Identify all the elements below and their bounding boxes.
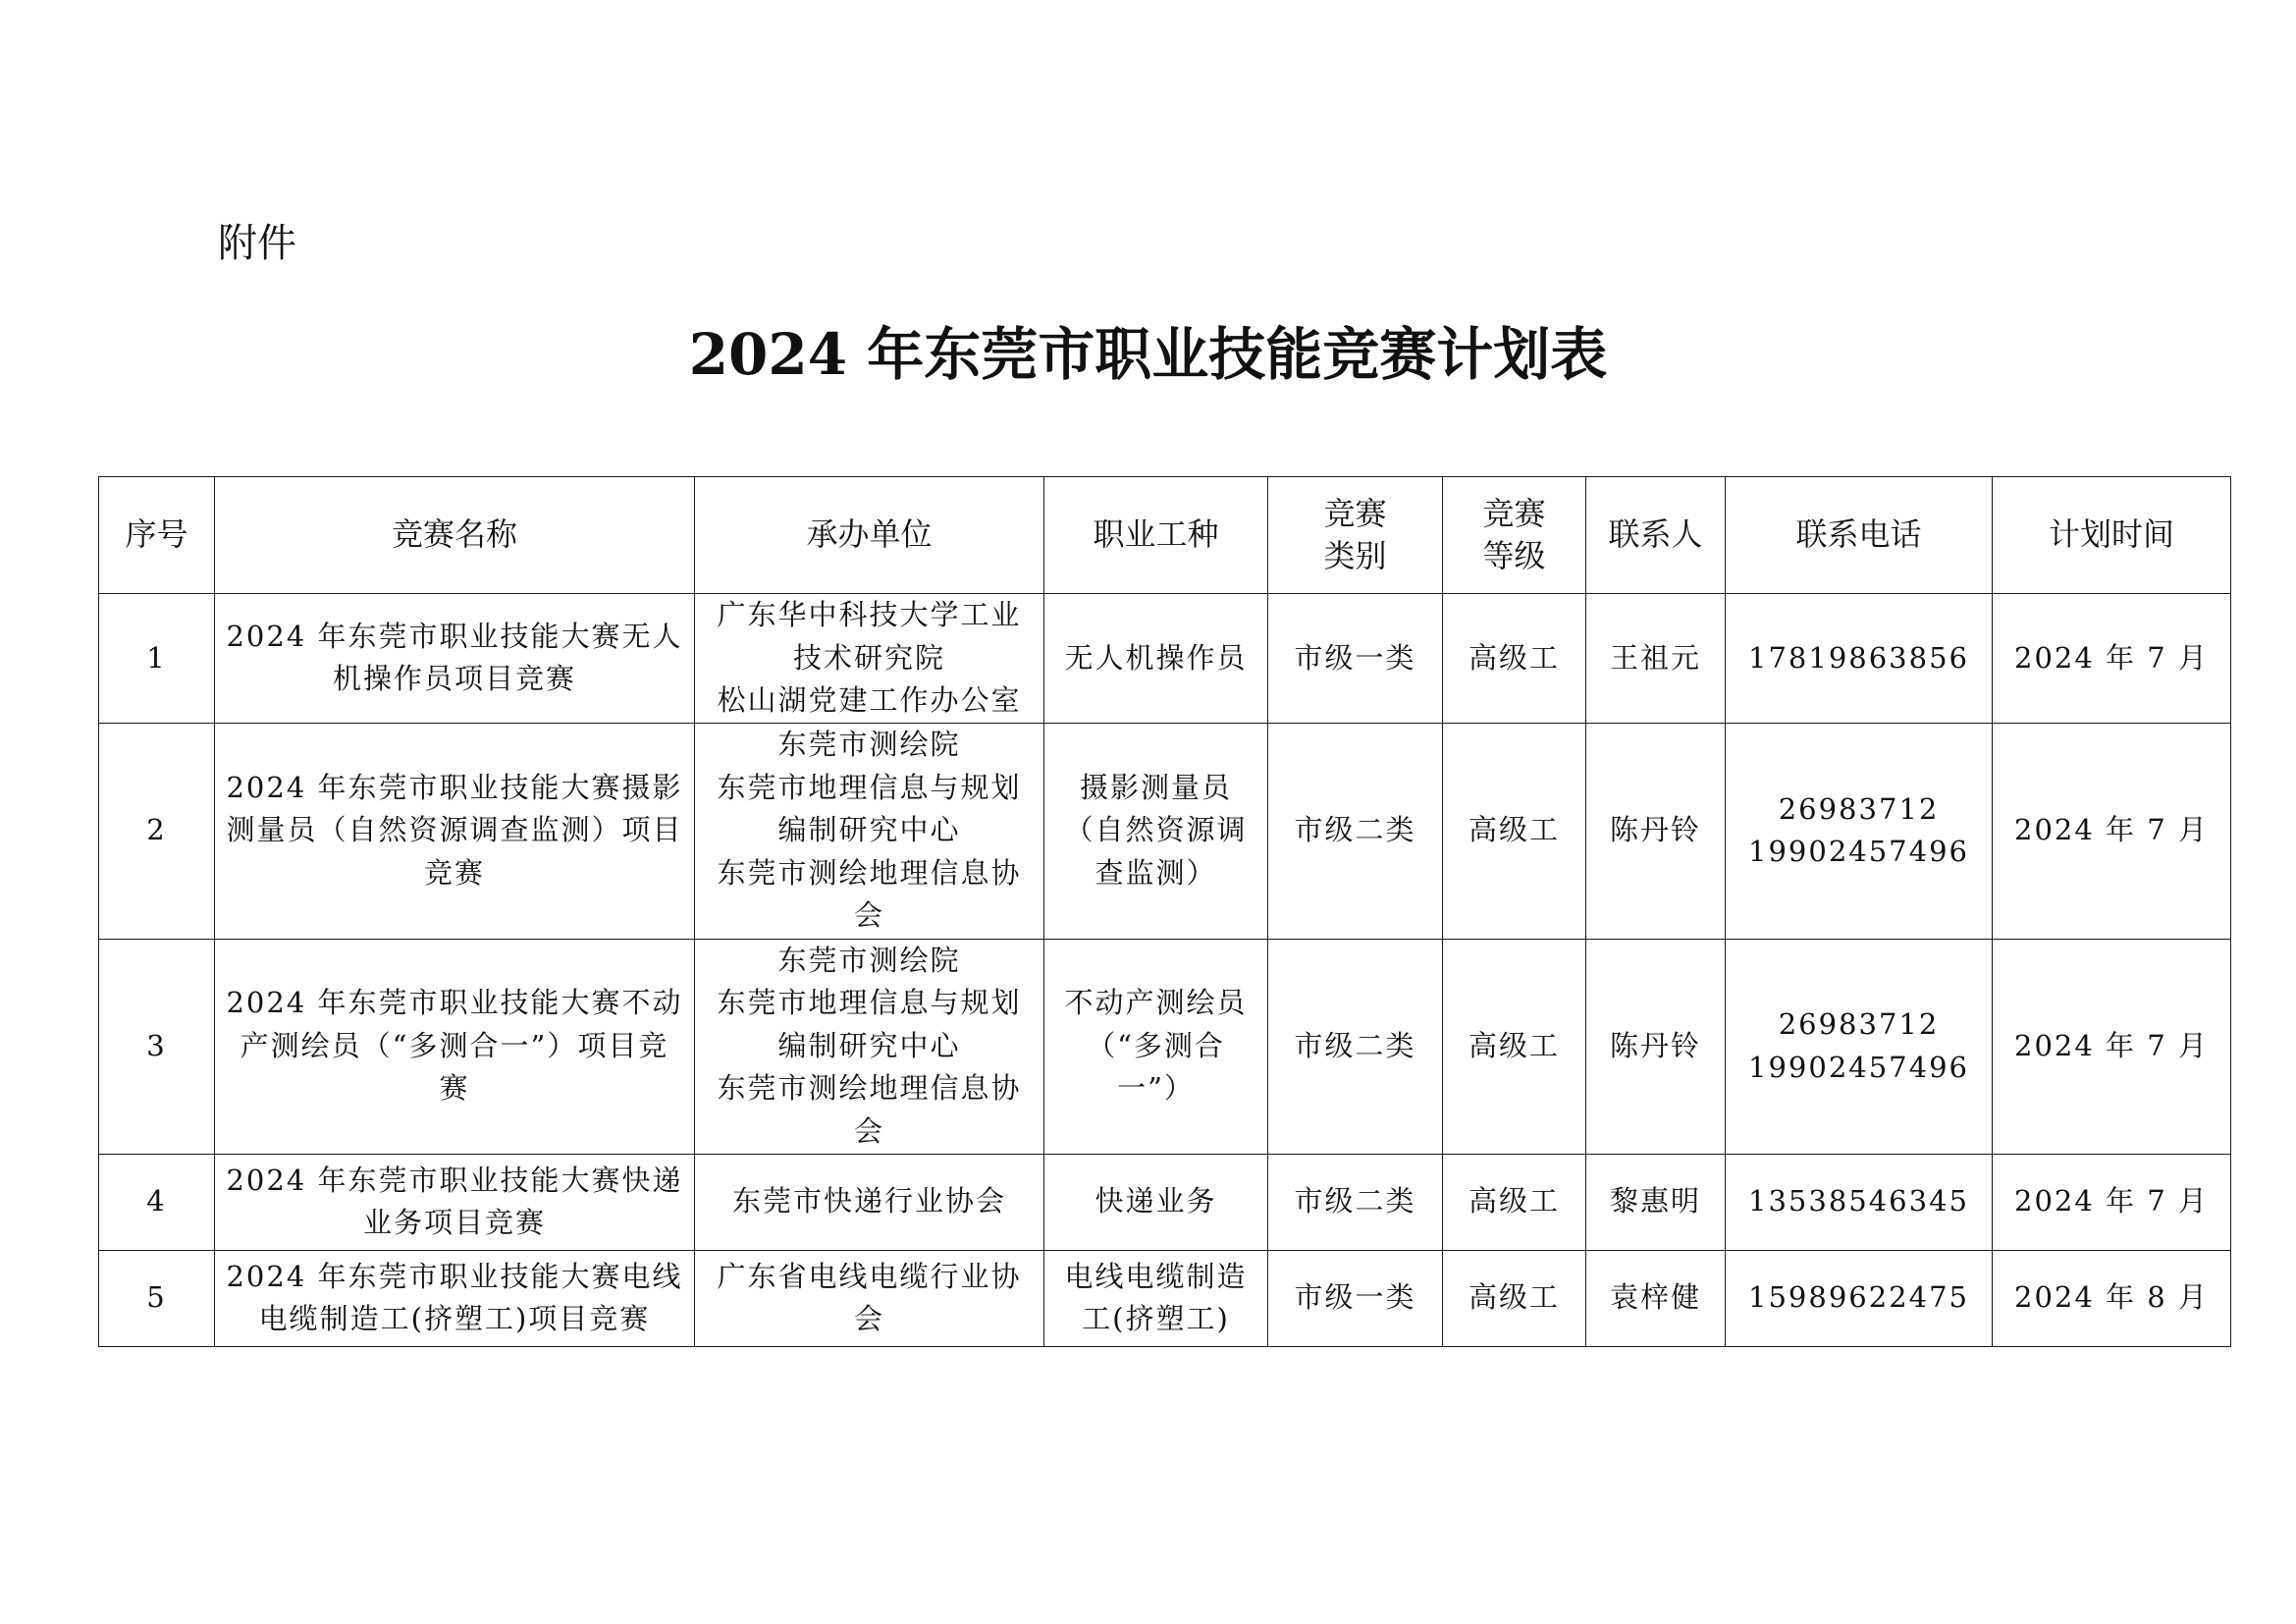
cell-text-line: 黎惠明 (1609, 1184, 1701, 1218)
cell-text-line: 2024 年 7 月 (2014, 1184, 2209, 1218)
header-contact (1586, 477, 1726, 594)
cell-text-line: 2024 年东莞市职业技能大赛摄影 (226, 770, 683, 804)
cell-no (99, 723, 215, 939)
cell-text-line: 19902457496 (1748, 1050, 1969, 1084)
cell-text-line: 市级二类 (1294, 1028, 1416, 1062)
cell-name (215, 594, 695, 724)
cell-level (1443, 1250, 1586, 1346)
cell-text-line: 市级一类 (1294, 640, 1416, 675)
cell-phone (1726, 723, 1993, 939)
cell-text-line: 电线电缆制造 (1064, 1259, 1248, 1293)
attachment-label: 附件 (218, 221, 296, 266)
cell-text-line: 松山湖党建工作办公室 (717, 683, 1022, 717)
cell-text-line: 广东华中科技大学工业 (717, 598, 1022, 631)
cell-text-line: 东莞市测绘院 (777, 728, 961, 762)
cell-text-line: 1 (146, 640, 167, 675)
cell-text-line: 19902457496 (1748, 835, 1969, 868)
cell-phone (1726, 1250, 1993, 1346)
cell-text-line: 承办单位 (806, 515, 933, 554)
cell-category (1268, 1154, 1443, 1250)
cell-text-line: 17819863856 (1748, 640, 1969, 675)
competition-plan-table (98, 476, 2231, 1347)
cell-phone (1726, 1154, 1993, 1250)
cell-text-line: 东莞市快递行业协会 (731, 1184, 1006, 1218)
cell-text-line: 竞赛 (1482, 494, 1546, 532)
cell-text-line: 2024 年东莞市职业技能大赛电线 (226, 1259, 683, 1293)
cell-time (1993, 939, 2231, 1154)
cell-text-line: 东莞市测绘地理信息协 (717, 1071, 1022, 1106)
cell-text-line: 东莞市地理信息与规划 (717, 770, 1022, 804)
cell-category (1268, 594, 1443, 724)
cell-text-line: 高级工 (1468, 813, 1560, 847)
table-header-row (99, 477, 2231, 594)
cell-contact (1586, 594, 1726, 724)
cell-text-line: 26983712 (1778, 1007, 1940, 1041)
cell-text-line: 工(挤塑工) (1082, 1302, 1230, 1335)
cell-name (215, 1154, 695, 1250)
cell-occupation (1044, 594, 1268, 724)
header-no (99, 477, 215, 594)
cell-text-line: 电缆制造工(挤塑工)项目竞赛 (258, 1302, 651, 1335)
cell-text-line: 序号 (125, 515, 188, 554)
cell-text-line: 联系人 (1608, 515, 1703, 554)
cell-text-line: 2024 年 7 月 (2014, 813, 2209, 847)
cell-time (1993, 723, 2231, 939)
cell-no (99, 1250, 215, 1346)
cell-text-line: 2024 年 7 月 (2014, 1028, 2209, 1062)
cell-text-line: 高级工 (1468, 1280, 1560, 1315)
cell-text-line: 计划时间 (2048, 515, 2174, 554)
cell-organizer (695, 723, 1044, 939)
cell-text-line: 高级工 (1468, 1184, 1560, 1218)
cell-text-line: 2 (146, 813, 167, 847)
cell-text-line: 产测绘员（“多测合一”）项目竞 (240, 1028, 669, 1062)
cell-contact (1586, 1250, 1726, 1346)
cell-text-line: 陈丹铃 (1609, 1028, 1701, 1062)
cell-text-line: 赛 (439, 1071, 470, 1106)
cell-text-line: 高级工 (1468, 1028, 1560, 1062)
cell-text-line: 市级二类 (1294, 1184, 1416, 1218)
cell-no (99, 939, 215, 1154)
cell-name (215, 1250, 695, 1346)
cell-occupation (1044, 1250, 1268, 1346)
cell-category (1268, 1250, 1443, 1346)
document-title: 2024 年东莞市职业技能竞赛计划表 (688, 321, 1608, 388)
header-time (1993, 477, 2231, 594)
table-row (99, 939, 2231, 1154)
cell-occupation (1044, 1154, 1268, 1250)
table-row (99, 594, 2231, 724)
cell-phone (1726, 594, 1993, 724)
cell-text-line: 4 (146, 1184, 167, 1218)
cell-text-line: 查监测） (1095, 855, 1217, 890)
cell-text-line: 类别 (1323, 537, 1387, 574)
cell-text-line: 摄影测量员 (1079, 770, 1232, 804)
cell-organizer (695, 1250, 1044, 1346)
cell-text-line: （自然资源调 (1064, 813, 1248, 847)
cell-text-line: 无人机操作员 (1064, 640, 1248, 675)
cell-text-line: 竞赛 (423, 855, 485, 890)
cell-text-line: 竞赛 (1323, 494, 1387, 532)
cell-text-line: 职业工种 (1093, 515, 1219, 554)
cell-text-line: 业务项目竞赛 (362, 1206, 546, 1239)
header-category (1268, 477, 1443, 594)
cell-level (1443, 1154, 1586, 1250)
cell-text-line: 3 (146, 1028, 167, 1062)
cell-text-line: 2024 年东莞市职业技能大赛无人 (226, 619, 683, 653)
cell-name (215, 723, 695, 939)
cell-text-line: 机操作员项目竞赛 (332, 662, 576, 696)
cell-text-line: 高级工 (1468, 640, 1560, 675)
cell-text-line: 联系电话 (1795, 515, 1922, 554)
cell-text-line: 市级一类 (1294, 1280, 1416, 1315)
cell-level (1443, 939, 1586, 1154)
cell-phone (1726, 939, 1993, 1154)
cell-organizer (695, 594, 1044, 724)
cell-text-line: 王祖元 (1609, 640, 1701, 675)
cell-text-line: 东莞市测绘院 (777, 943, 961, 977)
cell-text-line: 袁梓健 (1609, 1280, 1701, 1315)
cell-no (99, 594, 215, 724)
cell-time (1993, 1250, 2231, 1346)
header-name (215, 477, 695, 594)
cell-text-line: 一”） (1117, 1071, 1195, 1106)
cell-text-line: 快递业务 (1095, 1184, 1217, 1218)
cell-occupation (1044, 723, 1268, 939)
cell-text-line: 会 (853, 1113, 884, 1148)
cell-category (1268, 723, 1443, 939)
cell-text-line: 不动产测绘员 (1064, 986, 1248, 1020)
cell-text-line: 13538546345 (1748, 1184, 1969, 1218)
cell-text-line: 15989622475 (1748, 1280, 1969, 1315)
cell-text-line: 技术研究院 (792, 640, 945, 675)
cell-text-line: 2024 年 8 月 (2014, 1280, 2209, 1315)
cell-text-line: 会 (853, 898, 884, 933)
cell-text-line: 5 (146, 1280, 167, 1315)
cell-text-line: 2024 年东莞市职业技能大赛不动 (226, 986, 683, 1020)
header-occupation (1044, 477, 1268, 594)
cell-text-line: 等级 (1482, 537, 1546, 574)
cell-contact (1586, 723, 1726, 939)
cell-text-line: 东莞市测绘地理信息协 (717, 855, 1022, 890)
cell-contact (1586, 1154, 1726, 1250)
header-phone (1726, 477, 1993, 594)
cell-text-line: 竞赛名称 (391, 515, 517, 554)
cell-level (1443, 723, 1586, 939)
cell-text-line: （“多测合 (1087, 1028, 1225, 1062)
table-row (99, 1154, 2231, 1250)
cell-name (215, 939, 695, 1154)
cell-occupation (1044, 939, 1268, 1154)
header-organizer (695, 477, 1044, 594)
cell-text-line: 会 (853, 1302, 884, 1335)
cell-organizer (695, 1154, 1044, 1250)
cell-contact (1586, 939, 1726, 1154)
cell-text-line: 2024 年东莞市职业技能大赛快递 (226, 1163, 683, 1197)
cell-time (1993, 1154, 2231, 1250)
cell-text-line: 市级二类 (1294, 813, 1416, 847)
cell-text-line: 编制研究中心 (777, 1028, 961, 1062)
cell-no (99, 1154, 215, 1250)
cell-text-line: 26983712 (1778, 791, 1940, 826)
cell-text-line: 测量员（自然资源调查监测）项目 (226, 813, 683, 847)
cell-organizer (695, 939, 1044, 1154)
header-level (1443, 477, 1586, 594)
cell-text-line: 编制研究中心 (777, 813, 961, 847)
table-row (99, 723, 2231, 939)
cell-level (1443, 594, 1586, 724)
cell-time (1993, 594, 2231, 724)
cell-text-line: 东莞市地理信息与规划 (717, 986, 1022, 1020)
cell-text-line: 广东省电线电缆行业协 (717, 1259, 1022, 1293)
cell-category (1268, 939, 1443, 1154)
cell-text-line: 2024 年 7 月 (2014, 640, 2209, 675)
table-row (99, 1250, 2231, 1346)
cell-text-line: 陈丹铃 (1609, 813, 1701, 847)
